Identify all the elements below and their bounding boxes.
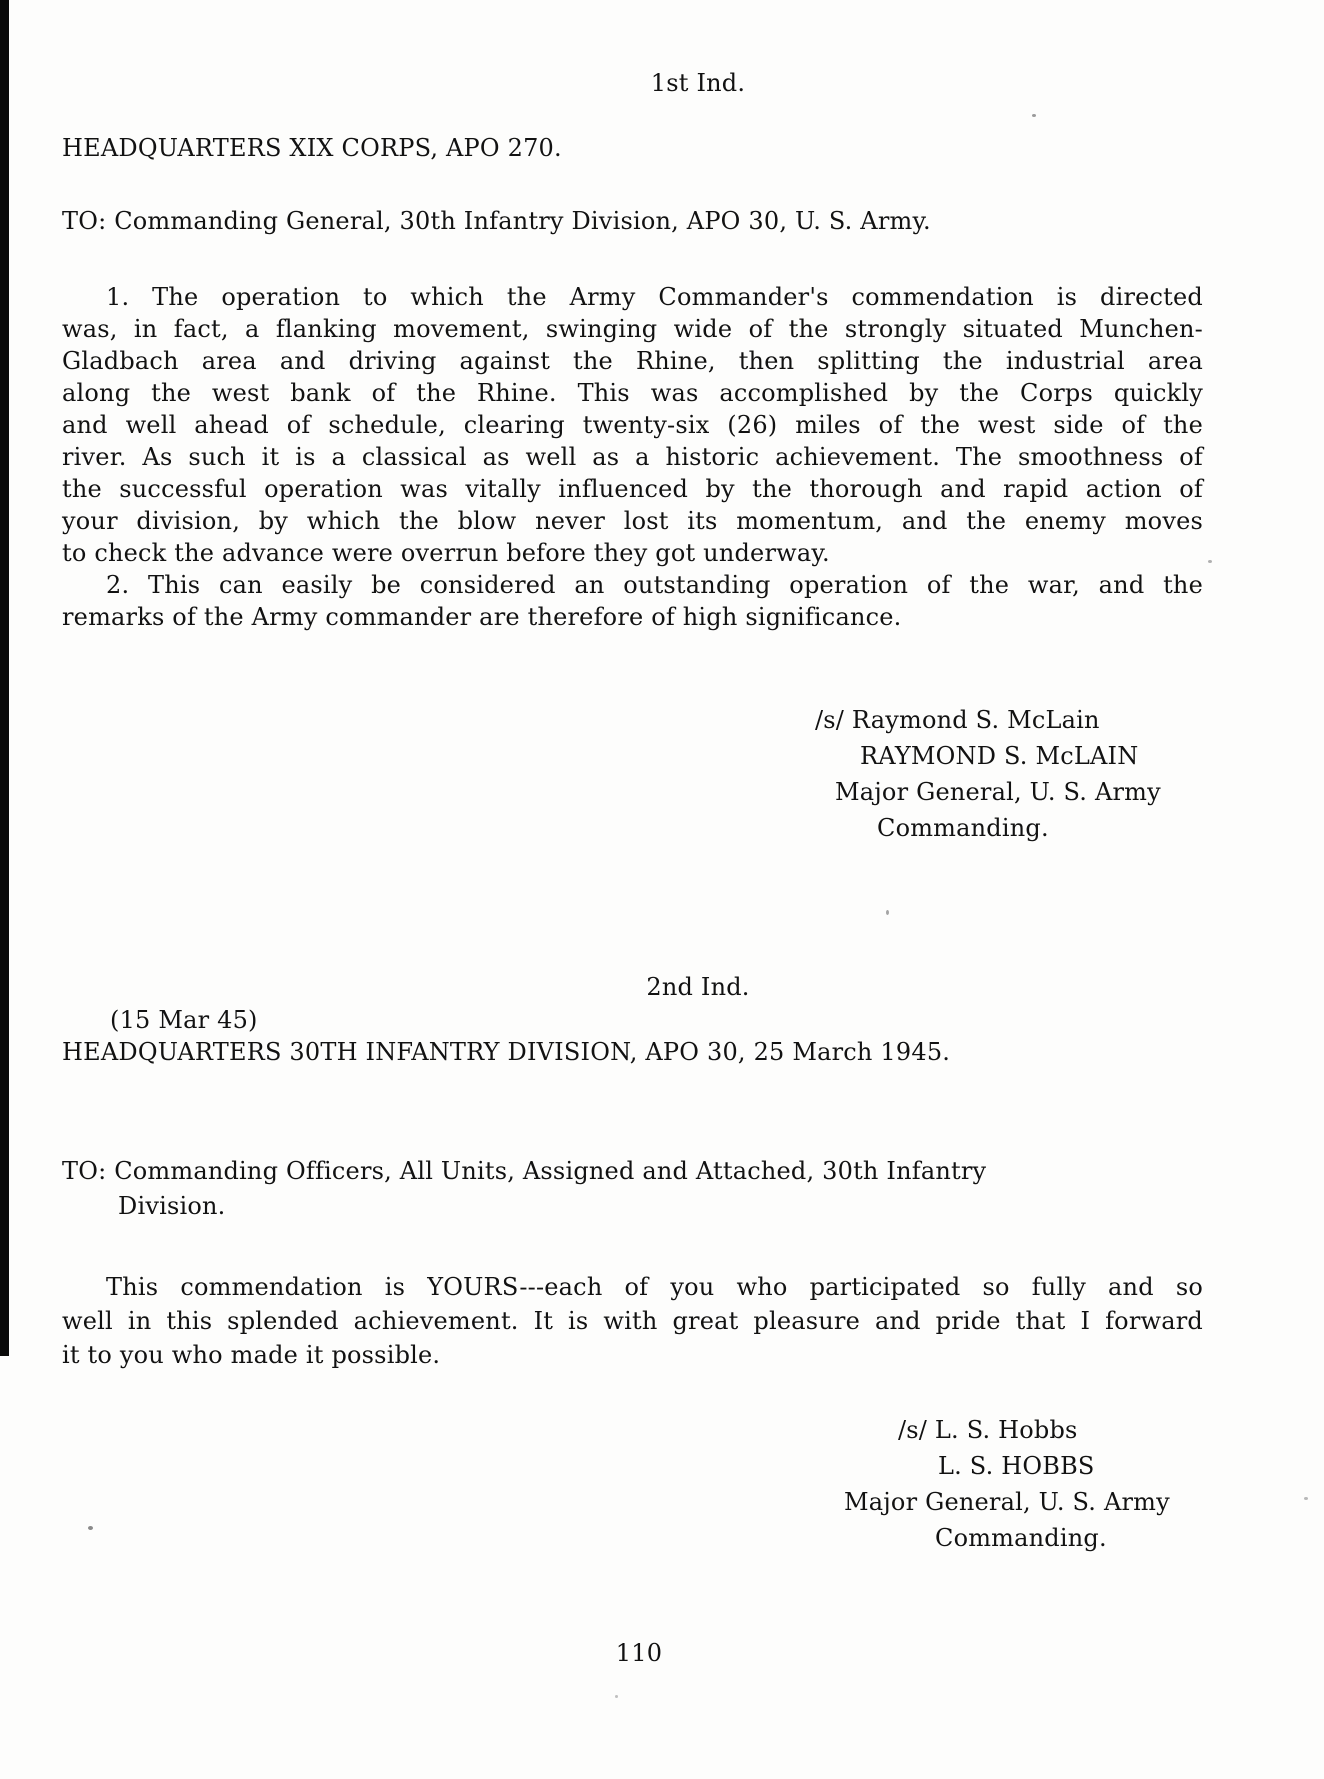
first-indorsement-paragraph-1 bbox=[62, 281, 1203, 569]
scan-speck bbox=[886, 910, 889, 915]
scan-speck bbox=[1304, 1497, 1308, 1500]
first-signature-name: RAYMOND S. McLAIN bbox=[860, 742, 1139, 770]
second-indorsement-paragraph bbox=[62, 1270, 1203, 1372]
second-indorsement-heading: 2nd Ind. bbox=[646, 973, 750, 1001]
paragraph-line: 2. This can easily be considered an outstanding operation of the war, and the bbox=[106, 571, 1203, 599]
paragraph-line: along the west bank of the Rhine. This was accomplished by the Corps quickly bbox=[62, 379, 1203, 407]
paragraph-line: it to you who made it possible. bbox=[62, 1341, 441, 1369]
first-signature-title: Commanding. bbox=[877, 814, 1049, 842]
second-signature-signed-line: /s/ L. S. Hobbs bbox=[898, 1416, 1078, 1444]
first-signature-signed-line: /s/ Raymond S. McLain bbox=[815, 706, 1100, 734]
first-indorsement-headquarters-line: HEADQUARTERS XIX CORPS, APO 270. bbox=[62, 134, 562, 162]
paragraph-line: remarks of the Army commander are therefore of high significance. bbox=[62, 603, 902, 631]
second-signature-title: Commanding. bbox=[935, 1524, 1107, 1552]
first-indorsement-heading: 1st Ind. bbox=[650, 69, 746, 97]
scan-speck bbox=[615, 1695, 618, 1698]
scan-speck bbox=[1032, 114, 1036, 117]
second-indorsement-to-line: TO: Commanding Officers, All Units, Assigned and Attached, 30th Infantry bbox=[62, 1157, 987, 1185]
first-indorsement-paragraph-2 bbox=[62, 569, 1203, 633]
page-number: 110 bbox=[615, 1639, 663, 1667]
paragraph-line: was, in fact, a flanking movement, swinging wide of the strongly situated Munchen- bbox=[62, 315, 1203, 343]
second-signature-rank: Major General, U. S. Army bbox=[844, 1488, 1170, 1516]
first-indorsement-to-line: TO: Commanding General, 30th Infantry Division, APO 30, U. S. Army. bbox=[62, 207, 931, 235]
paragraph-line: river. As such it is a classical as well as a historic achievement. The smoothness of bbox=[62, 443, 1203, 471]
second-indorsement-date-note: (15 Mar 45) bbox=[110, 1006, 258, 1034]
scan-edge-bar bbox=[0, 0, 9, 1356]
paragraph-line: and well ahead of schedule, clearing twenty-six (26) miles of the west side of the bbox=[62, 411, 1203, 439]
second-signature-name: L. S. HOBBS bbox=[938, 1452, 1095, 1480]
scan-speck bbox=[88, 1526, 93, 1530]
second-indorsement-to-line-continuation: Division. bbox=[118, 1192, 226, 1220]
paragraph-line: the successful operation was vitally influenced by the thorough and rapid action of bbox=[62, 475, 1203, 503]
scan-speck bbox=[1208, 560, 1212, 563]
paragraph-line: your division, by which the blow never lost its momentum, and the enemy moves bbox=[62, 507, 1203, 535]
paragraph-line: This commendation is YOURS---each of you who participated so fully and so bbox=[106, 1273, 1203, 1301]
paragraph-line: well in this splended achievement. It is with great pleasure and pride that I forward bbox=[62, 1307, 1203, 1335]
paragraph-line: 1. The operation to which the Army Commander's commendation is directed bbox=[106, 283, 1203, 311]
first-signature-rank: Major General, U. S. Army bbox=[835, 778, 1161, 806]
paragraph-line: to check the advance were overrun before they got underway. bbox=[62, 539, 830, 567]
paragraph-line: Gladbach area and driving against the Rhine, then splitting the industrial area bbox=[62, 347, 1203, 375]
second-indorsement-headquarters-line: HEADQUARTERS 30TH INFANTRY DIVISION, APO 30, 25 March 1945. bbox=[62, 1038, 951, 1066]
